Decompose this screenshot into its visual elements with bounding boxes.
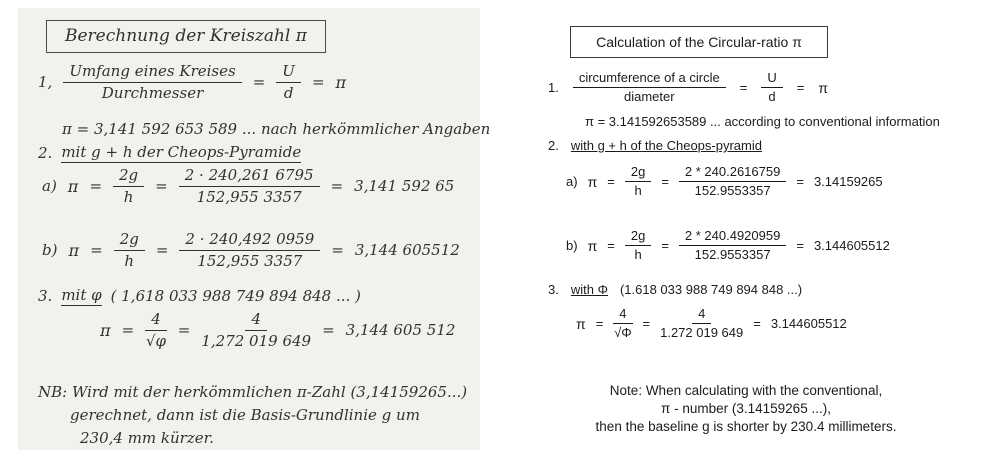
fraction-numerator: 2g [625,164,651,182]
left-item2-heading-row [38,143,301,163]
equals-sign: = [311,73,325,92]
item-number: 3. [548,282,559,297]
fraction-numerator: 2 * 240.4920959 [679,228,786,246]
note-line2: π - number (3.14159265 ...), [661,401,831,416]
equals-sign: = [330,177,344,196]
fraction [145,310,167,351]
result-value: 3,144 605 512 [345,321,456,340]
translation-title: Calculation of the Circular-ratio π [596,34,802,50]
fraction-denominator: √φ [145,331,167,350]
section-heading: mit φ [61,286,102,304]
pi-symbol: π [100,320,111,340]
equals-sign: = [796,80,805,96]
equals-sign: = [796,238,804,254]
pi-symbol: π [587,237,598,254]
phi-value: ( 1,618 033 988 749 894 848 ... ) [110,287,361,305]
equals-sign: = [796,174,804,190]
nb-note-line1: NB: Wird mit der herkömmlichen π-Zahl (3,14159265...) [38,383,468,401]
pi-symbol: π [576,315,586,332]
note-title: Berechnung der Kreiszahl π [65,26,307,46]
result-value: 3.144605512 [770,316,847,332]
equals-sign: = [121,321,135,340]
fraction [625,164,651,200]
fraction-numerator: 2g [114,230,145,251]
fraction-denominator: 1.272 019 649 [660,325,744,341]
pi-symbol: π [68,240,80,260]
result-value: 3,144 605512 [354,241,460,260]
fraction-numerator: 4 [692,306,711,324]
equals-sign: = [595,316,604,332]
fraction-denominator: h [124,251,135,270]
equals-sign: = [155,177,168,196]
note-title-box [46,20,326,53]
translation-title-box [570,26,828,58]
right-conventional-line: π = 3.141592653589 ... according to conventional information [585,114,940,129]
item-number: 2. [38,144,53,162]
fraction [679,228,786,264]
fraction [114,230,145,271]
left-item3-heading-row [38,286,361,306]
fraction-denominator: √Φ [614,325,632,341]
right-item3-row [576,306,847,342]
fraction [63,62,241,103]
nb-note-line3: 230,4 mm kürzer. [80,429,214,447]
right-item2-heading-row [548,138,762,153]
equals-sign: = [739,80,748,96]
fraction-denominator: d [283,83,294,102]
item-number: 1, [38,73,53,92]
fraction [679,164,786,200]
fraction [625,228,651,264]
equals-sign: = [90,241,103,260]
translation-panel [540,14,976,462]
sub-item-label: b) [566,238,578,254]
equals-sign: = [607,238,615,254]
fraction [573,70,726,106]
fraction [179,230,320,271]
right-item2b-row [566,228,890,264]
result-value: 3,141 592 65 [354,177,455,196]
sub-item-label: a) [42,177,57,196]
fraction [201,310,311,351]
fraction-numerator: U [276,62,301,83]
fraction-denominator: 152,955 3357 [197,251,303,270]
fraction [179,166,320,207]
equals-sign: = [89,177,103,196]
fraction-denominator: Durchmesser [101,83,204,102]
fraction-denominator: d [768,89,776,105]
fraction-denominator: 152.9553357 [694,247,771,263]
pi-symbol: π [818,79,828,96]
fraction [276,62,301,103]
note-line3: then the baseline g is shorter by 230.4 millimeters. [595,419,897,434]
fraction-numerator: 2g [113,166,144,187]
fraction-denominator: 152.9553357 [694,183,771,199]
fraction-numerator: 4 [145,310,167,331]
item-number: 1. [548,80,559,96]
fraction-numerator: 2g [625,228,651,246]
fraction-numerator: 4 [245,310,267,331]
item-number: 3. [38,287,53,305]
equals-sign: = [331,241,344,260]
fraction-denominator: h [634,183,642,199]
equals-sign: = [753,316,761,332]
note-line1: Note: When calculating with the conventional, [609,383,883,398]
fraction-numerator: 2 * 240.2616759 [679,164,786,182]
result-value: 3.144605512 [813,238,890,254]
left-item2a-row [42,166,454,207]
left-item2b-row [42,230,460,271]
sub-item-label: b) [42,241,58,260]
equals-sign: = [607,174,615,190]
nb-note-line2: gerechnet, dann ist die Basis-Grundlinie g um [70,406,420,424]
equals-sign: = [661,174,669,190]
right-item3-heading-row [548,282,802,297]
fraction-numerator: 2 · 240,492 0959 [179,230,320,251]
fraction-numerator: 4 [613,306,632,324]
right-item1-row [548,70,828,106]
equals-sign: = [642,316,651,332]
equals-sign: = [177,321,191,340]
fraction [660,306,743,342]
section-heading: with Φ [570,282,608,297]
pi-symbol: π [335,72,347,92]
right-item2a-row [566,164,883,200]
result-value: 3.14159265 [813,174,883,190]
equals-sign: = [252,73,266,92]
section-heading: mit g + h der Cheops-Pyramide [61,143,302,161]
fraction-numerator: U [761,70,782,88]
phi-value: (1.618 033 988 749 894 848 ...) [619,282,803,297]
fraction-denominator: diameter [624,89,675,105]
pi-symbol: π [587,173,598,190]
fraction-denominator: h [634,247,642,263]
fraction-denominator: 152,955 3357 [196,187,302,206]
sub-item-label: a) [566,174,578,190]
fraction-numerator: 2 · 240,261 6795 [179,166,320,187]
fraction-denominator: 1,272 019 649 [201,331,312,350]
section-heading: with g + h of the Cheops-pyramid [570,138,762,153]
equals-sign: = [322,321,335,340]
item-number: 2. [548,138,559,153]
pi-symbol: π [67,176,79,196]
equals-sign: = [661,238,669,254]
fraction [113,166,144,207]
translation-note [540,382,952,436]
fraction [613,306,632,342]
equals-sign: = [155,241,169,260]
left-item3-row [100,310,455,351]
scanned-note-panel [18,8,491,450]
fraction-denominator: h [123,187,134,206]
left-item1-row [38,62,346,103]
left-conventional-line: π = 3,141 592 653 589 ... nach herkömmlicher Angaben [62,120,491,138]
fraction-numerator: circumference of a circle [573,70,726,88]
fraction-numerator: Umfang eines Kreises [63,62,241,83]
fraction [761,70,782,106]
